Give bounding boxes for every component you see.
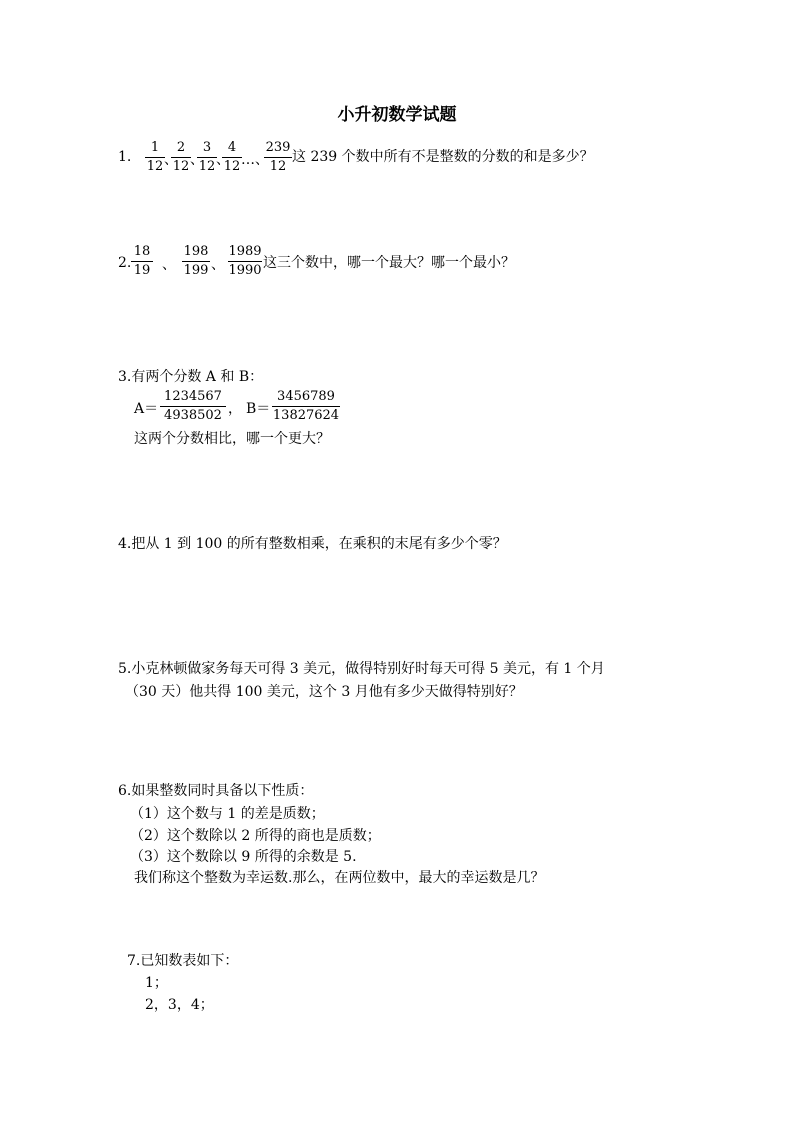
separator: 、: [190, 152, 204, 168]
list-item: （2）这个数除以 2 所得的商也是质数；: [130, 828, 381, 844]
separator: 、: [162, 257, 176, 273]
page-title: 小升初数学试题: [337, 105, 457, 125]
fraction: 1 12: [146, 140, 164, 174]
fraction-a: 1234567 4938502: [160, 389, 226, 423]
question-text: 3.有两个分数 A 和 B：: [118, 369, 264, 385]
fraction: 1989 1990: [228, 244, 262, 278]
question-text: 5.小克林顿做家务每天可得 3 美元，做得特别好时每天可得 5 美元，有 1 个月: [118, 661, 605, 677]
question-text: 我们称这个整数为幸运数.那么，在两位数中，最大的幸运数是几？: [134, 870, 545, 886]
fraction-label-b: B＝: [246, 401, 271, 417]
ellipsis: …、: [241, 152, 269, 168]
separator: 、: [216, 152, 230, 168]
question-number: 2.: [118, 255, 132, 271]
list-item: （1）这个数与 1 的差是质数；: [130, 806, 325, 822]
fraction-label-a: A＝: [134, 401, 159, 417]
fraction: 198 199: [183, 244, 209, 278]
fraction: 239 12: [265, 140, 291, 174]
question-text: （30 天）他共得 100 美元，这个 3 月他有多少天做得特别好？: [125, 684, 523, 700]
question-text: 这 239 个数中所有不是整数的分数的和是多少？: [292, 149, 594, 165]
question-text: 这三个数中，哪一个最大？哪一个最小？: [263, 255, 515, 271]
separator: 、: [211, 257, 225, 273]
fraction: 3 12: [198, 140, 216, 174]
question-text: 4.把从 1 到 100 的所有整数相乘，在乘积的末尾有多少个零？: [118, 536, 507, 552]
fraction: 4 12: [223, 140, 241, 174]
question-number: 1.: [118, 149, 132, 165]
list-item: 2，3，4；: [145, 997, 214, 1013]
separator: ，: [228, 401, 242, 417]
question-text: 7.已知数表如下：: [127, 953, 239, 969]
separator: 、: [164, 152, 178, 168]
list-item: 1；: [145, 975, 168, 991]
fraction-b: 3456789 13827624: [272, 389, 340, 423]
fraction: 18 19: [131, 244, 153, 278]
list-item: （3）这个数除以 9 所得的余数是 5.: [130, 849, 357, 865]
question-text: 6.如果整数同时具备以下性质：: [118, 783, 314, 799]
question-text: 这两个分数相比，哪一个更大？: [134, 431, 330, 447]
fraction: 2 12: [172, 140, 190, 174]
